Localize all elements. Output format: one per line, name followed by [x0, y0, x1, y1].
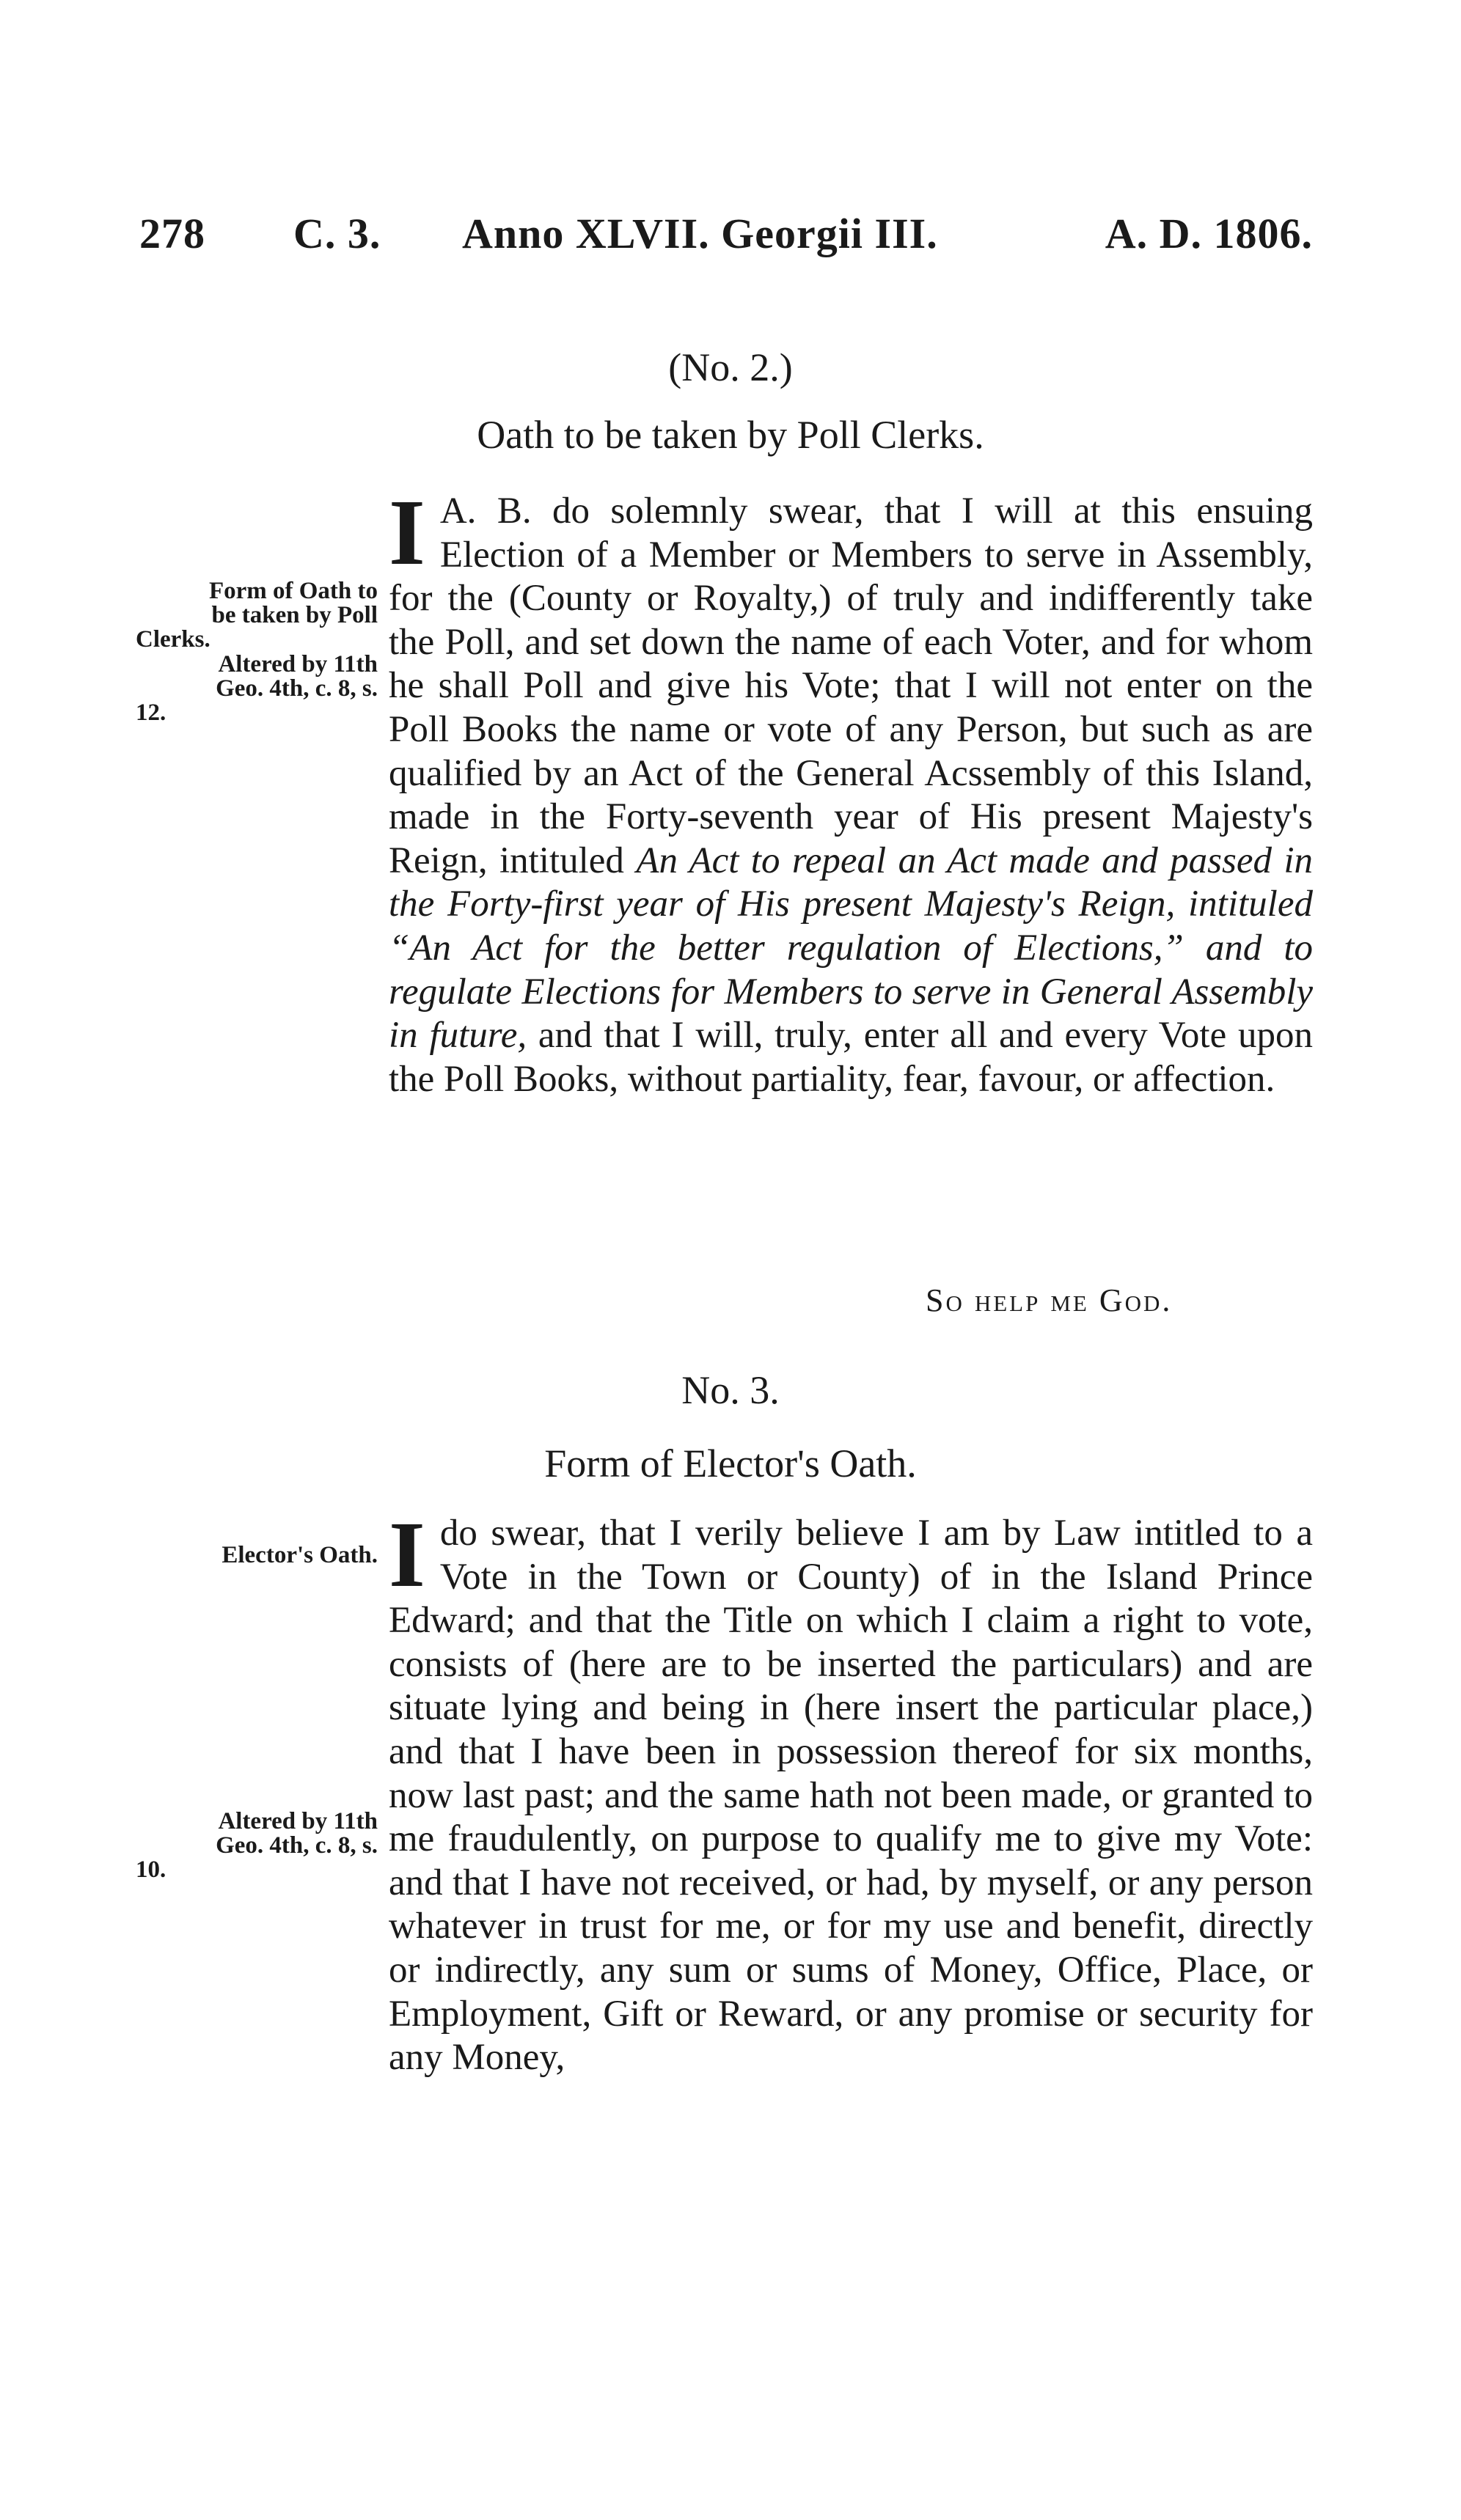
chapter-number: C. 3. — [293, 210, 381, 257]
section-number-3: No. 3. — [681, 1368, 780, 1412]
section-title-2: Oath to be taken by Poll Clerks. — [477, 413, 984, 457]
margin-note-altered-12 — [136, 653, 378, 725]
signoff: So help me God. — [926, 1282, 1173, 1318]
margin-note-line: Geo. 4th, c. 8, s. — [216, 1832, 378, 1859]
margin-note-line: 10. — [136, 1856, 166, 1883]
margin-note-line: Altered by 11th — [218, 1808, 378, 1834]
margin-note-line: Form of Oath to — [208, 578, 378, 604]
poll-clerk-oath-text — [389, 480, 1314, 1101]
section-title-3: Form of Elector's Oath. — [544, 1441, 917, 1485]
margin-note-line: Clerks. — [136, 626, 210, 653]
margin-note-line: Altered by 11th — [218, 651, 378, 677]
margin-note-line: Elector's Oath. — [221, 1542, 378, 1568]
margin-note-line: be taken by Poll — [211, 602, 378, 628]
running-header — [139, 209, 1313, 268]
margin-note-altered-10 — [136, 1810, 378, 1882]
dropcap-letter: I — [389, 480, 425, 584]
margin-note-line: Geo. 4th, c. 8, s. — [216, 675, 378, 702]
calendar-year: A. D. 1806. — [1105, 210, 1313, 257]
oath-text-part-1: A. B. do solemnly swear, that I will at this ensuing Election of a Member or Members to serve in Assembly, for the (County or Royalty,) of truly and indifferently take the Poll, and set down the name of each Voter, and for whom he shall Poll and give his Vote; that I will not enter on the Poll Books the name or vote of any Person, but such as are qualified by an Act of the General Acssembly of this Island, made in the Forty-seventh year of His present Majesty's Reign, intituled — [389, 491, 1313, 881]
margin-note-electors-oath — [136, 1543, 378, 1568]
section-number-2: (No. 2.) — [668, 345, 793, 389]
margin-note-form-of-oath — [136, 579, 378, 652]
dropcap-letter: I — [389, 1502, 425, 1606]
page-number: 278 — [139, 210, 205, 257]
elector-oath-body: do swear, that I verily believe I am by Law intitled to a Vote in the Town or County) of in the Island Prince Edward; and that the Title on which I claim a right to vote, consists of (here are to be inserted the particulars) and are situate lying and being in (here insert the particular place,) and that I have been in possession thereof for six months, now last past; and the same hath not been made, or granted to me fraudulently, on purpose to qualify me to give my Vote: and that I have not received, or had, by myself, or any person whatever in trust for me, or for my use and benefit, directly or indirectly, any sum or sums of Money, Office, Place, or Employment, Gift or Reward, or any promise or security for any Money, — [389, 1513, 1313, 2079]
elector-oath-text — [389, 1502, 1313, 2080]
act-title-italic: An Act to repeal an Act made and passed in the Forty-first year of His present Majesty's Reign, intituled “An Act for the better regulation of Elections,” and to regulate Elections for Members to serve in General Assembly in future, — [389, 840, 1314, 1057]
regnal-year: Anno XLVII. Georgii III. — [462, 210, 938, 257]
margin-note-line: 12. — [136, 699, 166, 726]
oath-text-part-2: and that I will, truly, enter all and every Vote upon the Poll Books, without partiality, fear, favour, or affection. — [389, 1015, 1313, 1100]
